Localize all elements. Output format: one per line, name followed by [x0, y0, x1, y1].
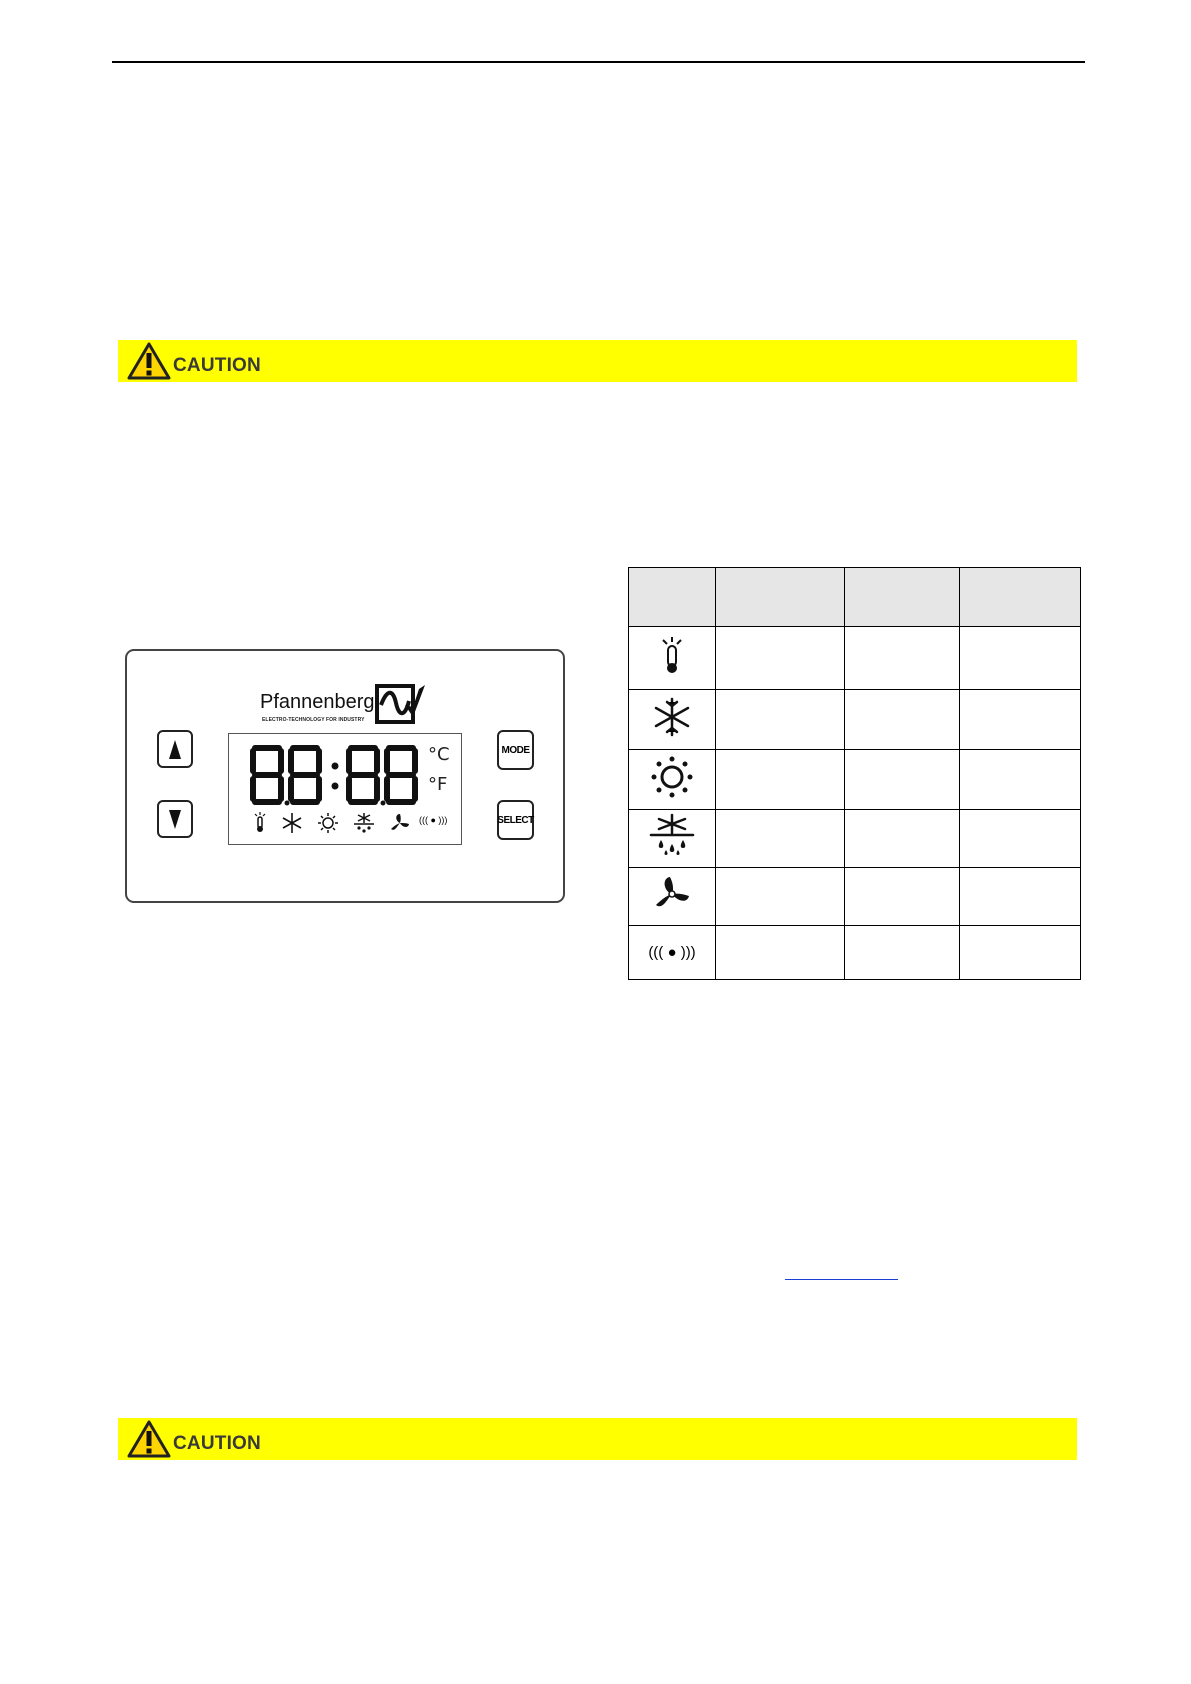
lcd-display: [228, 733, 462, 845]
table-row: [629, 810, 1081, 868]
caution-banner: [118, 1418, 1077, 1460]
alarm-icon: ((( ● ))): [419, 815, 448, 825]
lcd-digits: [247, 744, 427, 806]
defrost-icon: [649, 813, 695, 859]
down-button[interactable]: [157, 800, 193, 838]
mode-button[interactable]: MODE: [497, 730, 534, 770]
sun-icon: [650, 755, 694, 799]
table-row: [629, 926, 1081, 980]
snowflake-icon: [652, 697, 692, 737]
table-header-cell: [716, 568, 845, 627]
alarm-icon: ((( ● ))): [648, 943, 696, 961]
hyperlink-underline[interactable]: [785, 1279, 898, 1280]
sun-icon: [317, 812, 339, 834]
table-header-cell: [845, 568, 960, 627]
header-rule: [112, 61, 1085, 63]
unit-fahrenheit: °F: [428, 774, 448, 795]
table-row: [629, 868, 1081, 926]
defrost-icon: [353, 812, 375, 834]
caution-label: CAUTION: [173, 355, 261, 376]
caution-banner: [118, 340, 1077, 382]
pfannenberg-logo-icon: [375, 681, 427, 727]
table-header-cell: [960, 568, 1081, 627]
arrow-up-icon: [169, 740, 181, 759]
thermometer-icon: [251, 812, 269, 834]
table-row: [629, 750, 1081, 810]
table-header-row: [629, 568, 1081, 627]
unit-celsius: °C: [428, 744, 450, 765]
brand-name: Pfannenberg: [260, 691, 375, 713]
brand-tagline: ELECTRO-TECHNOLOGY FOR INDUSTRY: [262, 717, 365, 723]
warning-icon: [127, 1420, 171, 1458]
select-button[interactable]: SELECT: [497, 800, 534, 840]
snowflake-icon: [281, 812, 303, 834]
fan-icon: [389, 812, 411, 834]
arrow-down-icon: [169, 810, 181, 829]
thermometer-icon: [660, 636, 684, 676]
table-header-cell: [629, 568, 716, 627]
warning-icon: [127, 342, 171, 380]
up-button[interactable]: [157, 730, 193, 768]
controller-panel: [125, 649, 565, 903]
table-row: [629, 690, 1081, 750]
symbol-table: [628, 567, 1081, 980]
fan-icon: [652, 874, 692, 914]
caution-label: CAUTION: [173, 1433, 261, 1454]
table-row: [629, 627, 1081, 690]
